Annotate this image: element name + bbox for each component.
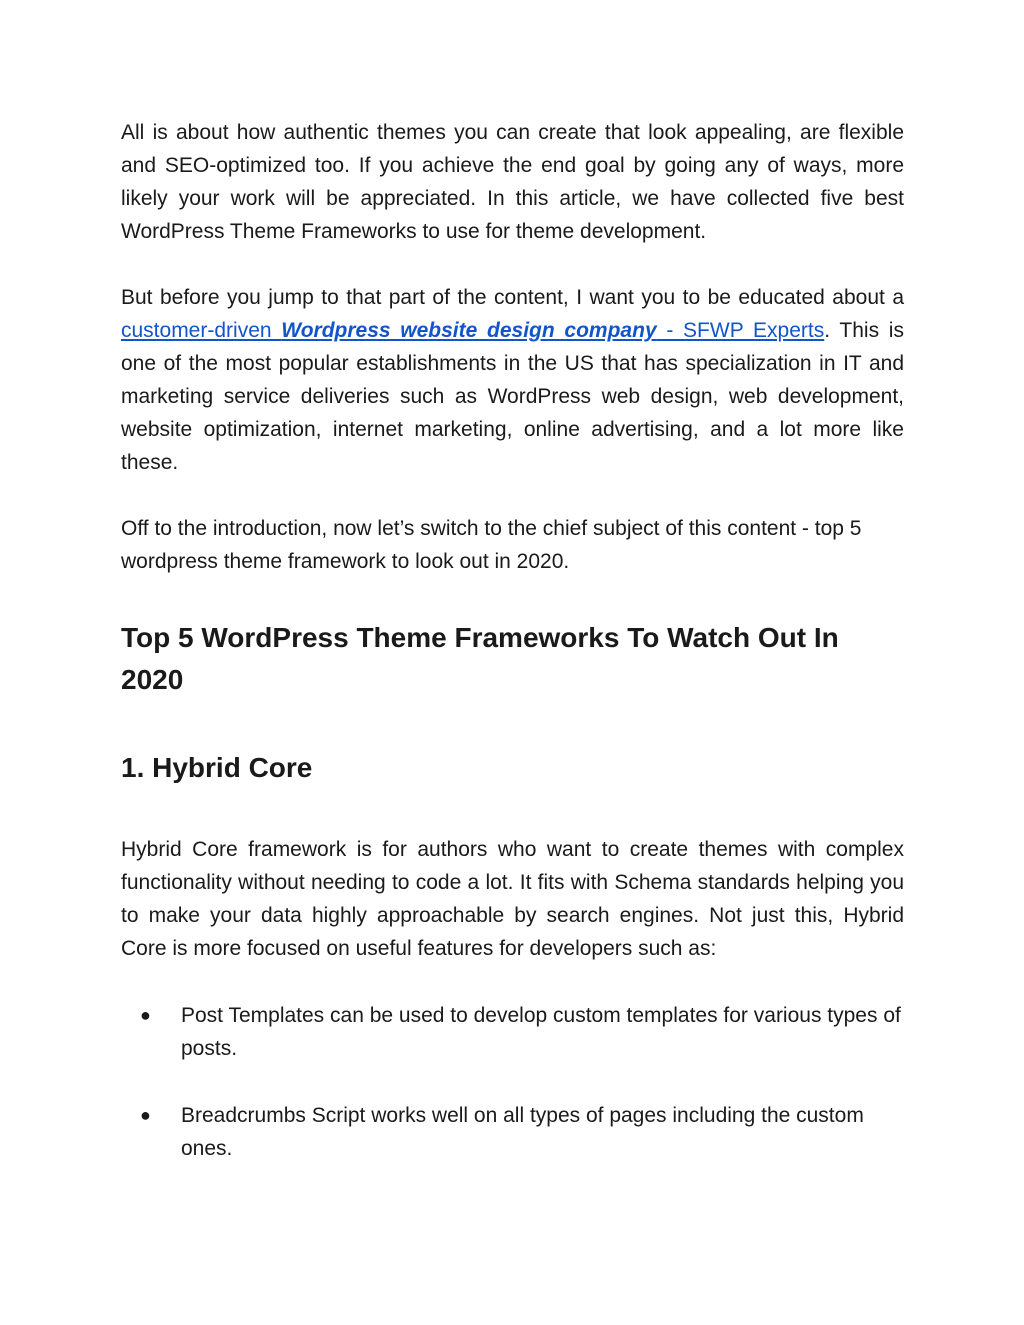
hybrid-core-paragraph: Hybrid Core framework is for authors who want to create themes with complex functionality without needing to code a lot. It fits with Schema standards helping you to make your data highly approachable by search engines. Not just this, Hybrid Core is more focused on useful features for developers such as:: [121, 838, 904, 960]
sfwp-paragraph: [121, 281, 904, 479]
link-text-bold: Wordpress website design company: [281, 319, 657, 342]
introduction-paragraph: Off to the introduction, now let’s switch to the chief subject of this content - top 5 wordpress theme framework to look out in 2020.: [121, 517, 862, 573]
intro-paragraph: All is about how authentic themes you can create that look appealing, are flexible and SEO-optimized too. If you achieve the end goal by going any of ways, more likely your work will be appreciated. In this article, we have collected five best WordPress Theme Frameworks to use for theme development.: [121, 121, 904, 243]
list-item-text: Breadcrumbs Script works well on all types of pages including the custom ones.: [181, 1104, 864, 1160]
main-heading: Top 5 WordPress Theme Frameworks To Watch Out In 2020: [121, 622, 839, 695]
feature-list: [121, 999, 904, 1165]
list-item: [121, 999, 901, 1065]
list-item-text: Post Templates can be used to develop custom templates for various types of posts.: [181, 1004, 901, 1060]
link-text-tail: - SFWP Experts: [656, 319, 825, 342]
sfwp-paragraph-rest: . This is one of the most popular establishments in the US that has specialization in IT and marketing service deliveries such as WordPress web design, web development, website optimization, internet marketing, online advertising, and a lot more like these.: [121, 319, 904, 474]
list-item: [121, 1099, 901, 1165]
bullet-icon: ●: [140, 1005, 151, 1025]
sfwp-experts-link[interactable]: [121, 319, 824, 342]
document-page: [121, 116, 904, 1199]
link-text-plain: customer-driven: [121, 319, 282, 342]
sfwp-paragraph-lead: But before you jump to that part of the content, I want you to be educated about a: [121, 286, 904, 309]
bullet-icon: ●: [140, 1105, 151, 1125]
section-heading-hybrid-core: 1. Hybrid Core: [121, 752, 313, 783]
